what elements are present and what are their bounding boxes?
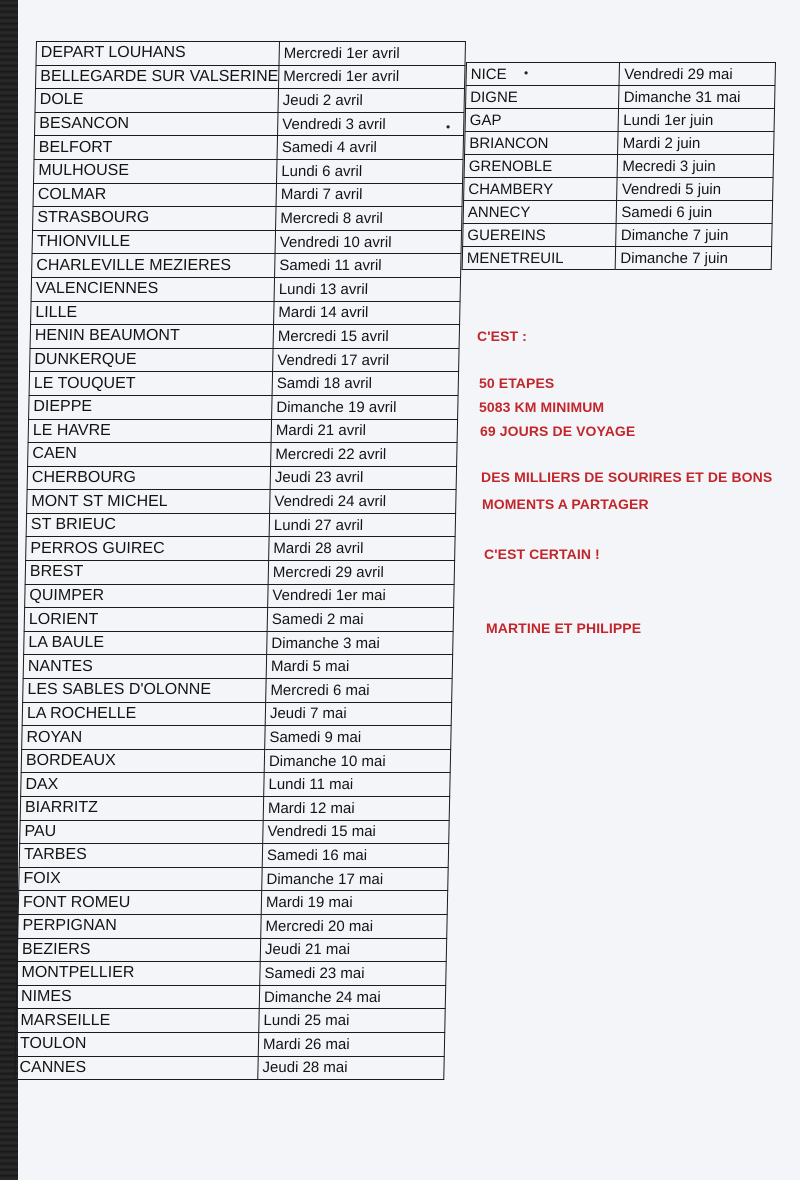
date-cell: Mercredi 1er avril — [279, 42, 465, 66]
schedule-row — [25, 561, 454, 585]
date-cell: Jeudi 23 avril — [270, 466, 456, 490]
date-cell: Mardi 2 juin — [618, 132, 774, 155]
city-cell: PAU — [20, 820, 264, 844]
city-cell: ANNECY — [463, 201, 617, 224]
date-cell: Samedi 6 juin — [617, 201, 773, 224]
note-distance: 5083 KM MINIMUM — [479, 399, 605, 415]
schedule-row — [35, 89, 464, 113]
city-cell: BESANCON — [35, 112, 279, 136]
date-cell: Jeudi 7 mai — [265, 702, 451, 726]
date-cell: Lundi 11 mai — [264, 773, 450, 797]
schedule-row — [17, 938, 446, 962]
city-cell: BEZIERS — [17, 938, 261, 962]
date-cell: Samedi 4 avril — [277, 136, 463, 160]
city-cell: MULHOUSE — [34, 159, 278, 183]
schedule-row — [22, 726, 451, 750]
city-cell: COLMAR — [33, 183, 277, 207]
city-cell: ROYAN — [22, 726, 266, 750]
note-heading: C'EST : — [477, 328, 527, 344]
city-cell: LE TOUQUET — [29, 372, 273, 396]
city-cell: BIARRITZ — [20, 797, 264, 821]
date-cell: Vendredi 24 avril — [270, 490, 456, 514]
side-schedule-table — [462, 62, 776, 270]
note-smiles-line2: MOMENTS A PARTAGER — [482, 496, 649, 512]
schedule-row — [16, 1009, 445, 1033]
city-cell: TARBES — [19, 844, 263, 868]
city-cell: PERPIGNAN — [18, 914, 262, 938]
date-cell: Mercredi 20 mai — [261, 914, 447, 938]
date-cell: Dimanche 31 mai — [619, 86, 775, 109]
stray-dot: • — [446, 120, 451, 134]
date-cell: Samdi 18 avril — [272, 372, 458, 396]
schedule-row — [32, 254, 461, 278]
date-cell: Lundi 25 mai — [259, 1009, 445, 1033]
date-cell: Mecredi 3 juin — [618, 155, 774, 178]
date-cell: Mardi 12 mai — [263, 797, 449, 821]
schedule-row — [36, 42, 465, 66]
date-cell: Mardi 7 avril — [276, 183, 462, 207]
schedule-row — [465, 109, 774, 132]
date-cell: Vendredi 29 mai — [619, 63, 775, 86]
note-stages: 50 ETAPES — [479, 375, 555, 391]
schedule-row — [26, 537, 455, 561]
date-cell: Samedi 16 mai — [262, 844, 448, 868]
city-cell: PERROS GUIREC — [26, 537, 270, 561]
date-cell: Mardi 28 avril — [269, 537, 455, 561]
city-cell: LA ROCHELLE — [22, 702, 266, 726]
schedule-row — [23, 655, 452, 679]
city-cell: BORDEAUX — [21, 749, 265, 773]
city-cell: MENETREUIL — [462, 247, 616, 270]
city-cell: DEPART LOUHANS — [36, 42, 280, 66]
schedule-row — [28, 443, 457, 467]
note-smiles-line1: DES MILLIERS DE SOURIRES ET DE BONS — [481, 469, 773, 485]
city-cell: MONTPELLIER — [17, 962, 261, 986]
city-cell: GAP — [465, 109, 619, 132]
city-cell: DOLE — [35, 89, 279, 113]
schedule-row — [19, 867, 448, 891]
city-cell: CHARLEVILLE MEZIERES — [32, 254, 276, 278]
date-cell: Lundi 27 avril — [269, 513, 455, 537]
schedule-row — [31, 277, 460, 301]
city-cell: CAEN — [28, 443, 272, 467]
date-cell: Mercredi 1er avril — [279, 65, 465, 89]
schedule-row — [36, 65, 465, 89]
schedule-row — [465, 132, 774, 155]
city-cell: QUIMPER — [25, 584, 269, 608]
city-cell: NICE — [466, 63, 620, 86]
date-cell: Dimanche 17 mai — [262, 867, 448, 891]
main-schedule-body — [15, 42, 466, 1080]
date-cell: Lundi 1er juin — [619, 109, 775, 132]
city-cell: BELLEGARDE SUR VALSERINE — [36, 65, 280, 89]
city-cell: CHERBOURG — [27, 466, 271, 490]
date-cell: Mercredi 8 avril — [276, 207, 462, 231]
city-cell: MONT ST MICHEL — [27, 490, 271, 514]
city-cell: BELFORT — [34, 136, 278, 160]
city-cell: DAX — [21, 773, 265, 797]
date-cell: Dimanche 24 mai — [259, 985, 445, 1009]
schedule-row — [463, 201, 772, 224]
schedule-row — [22, 702, 451, 726]
schedule-row — [20, 797, 449, 821]
schedule-row — [15, 1056, 444, 1080]
city-cell: VALENCIENNES — [31, 277, 275, 301]
schedule-row — [466, 86, 775, 109]
city-cell: LILLE — [31, 301, 275, 325]
city-cell: THIONVILLE — [32, 230, 276, 254]
date-cell: Vendredi 17 avril — [273, 348, 459, 372]
city-cell: MARSEILLE — [16, 1009, 260, 1033]
city-cell: LA BAULE — [24, 631, 268, 655]
schedule-row — [15, 1032, 444, 1056]
city-cell: DUNKERQUE — [30, 348, 274, 372]
schedule-row — [466, 63, 775, 86]
date-cell: Vendredi 1er mai — [268, 584, 454, 608]
schedule-row — [21, 749, 450, 773]
schedule-row — [34, 136, 463, 160]
city-cell: CHAMBERY — [464, 178, 618, 201]
date-cell: Samedi 23 mai — [260, 962, 446, 986]
city-cell: ST BRIEUC — [26, 513, 270, 537]
schedule-row — [462, 247, 771, 270]
date-cell: Vendredi 5 juin — [617, 178, 773, 201]
date-cell: Mercredi 22 avril — [271, 443, 457, 467]
city-cell: NIMES — [16, 985, 260, 1009]
date-cell: Samedi 2 mai — [267, 608, 453, 632]
schedule-row — [19, 844, 448, 868]
city-cell: DIEPPE — [29, 395, 273, 419]
schedule-row — [16, 985, 445, 1009]
date-cell: Samedi 11 avril — [275, 254, 461, 278]
date-cell: Dimanche 7 juin — [616, 224, 772, 247]
date-cell: Dimanche 19 avril — [272, 395, 458, 419]
side-schedule-body — [462, 63, 775, 270]
city-cell: GUEREINS — [463, 224, 617, 247]
schedule-row — [35, 112, 464, 136]
stray-dot: • — [524, 66, 529, 80]
schedule-row — [29, 372, 458, 396]
date-cell: Jeudi 28 mai — [258, 1056, 444, 1080]
schedule-row — [463, 224, 772, 247]
schedule-row — [31, 301, 460, 325]
date-cell: Mercredi 29 avril — [268, 561, 454, 585]
schedule-row — [18, 914, 447, 938]
schedule-row — [28, 419, 457, 443]
schedule-row — [17, 962, 446, 986]
date-cell: Mardi 14 avril — [274, 301, 460, 325]
date-cell: Mardi 19 mai — [261, 891, 447, 915]
schedule-row — [24, 631, 453, 655]
date-cell: Dimanche 3 mai — [267, 631, 453, 655]
city-cell: CANNES — [15, 1056, 259, 1080]
schedule-row — [30, 348, 459, 372]
note-certain: C'EST CERTAIN ! — [484, 546, 600, 562]
date-cell: Dimanche 10 mai — [264, 749, 450, 773]
city-cell: DIGNE — [466, 86, 620, 109]
date-cell: Mardi 5 mai — [266, 655, 452, 679]
city-cell: TOULON — [15, 1032, 259, 1056]
schedule-row — [21, 773, 450, 797]
date-cell: Jeudi 21 mai — [260, 938, 446, 962]
city-cell: LES SABLES D'OLONNE — [23, 679, 267, 703]
schedule-row — [23, 679, 452, 703]
city-cell: STRASBOURG — [33, 207, 277, 231]
city-cell: GRENOBLE — [464, 155, 618, 178]
date-cell: Lundi 13 avril — [274, 277, 460, 301]
date-cell: Jeudi 2 avril — [278, 89, 464, 113]
schedule-row — [18, 891, 447, 915]
date-cell: Mardi 26 mai — [258, 1032, 444, 1056]
date-cell: Mercredi 15 avril — [273, 325, 459, 349]
schedule-row — [464, 155, 773, 178]
city-cell: BREST — [25, 561, 269, 585]
date-cell: Lundi 6 avril — [277, 159, 463, 183]
city-cell: LORIENT — [24, 608, 268, 632]
schedule-row — [30, 325, 459, 349]
schedule-row — [34, 159, 463, 183]
date-cell: Vendredi 10 avril — [275, 230, 461, 254]
city-cell: FONT ROMEU — [18, 891, 262, 915]
date-cell: Dimanche 7 juin — [616, 247, 772, 270]
date-cell: Mardi 21 avril — [271, 419, 457, 443]
city-cell: HENIN BEAUMONT — [30, 325, 274, 349]
schedule-row — [33, 207, 462, 231]
note-signature: MARTINE ET PHILIPPE — [486, 620, 642, 636]
schedule-row — [27, 490, 456, 514]
city-cell: LE HAVRE — [28, 419, 272, 443]
date-cell: Vendredi 15 mai — [263, 820, 449, 844]
main-schedule-table — [14, 41, 466, 1080]
schedule-row — [464, 178, 773, 201]
schedule-row — [25, 584, 454, 608]
schedule-row — [26, 513, 455, 537]
city-cell: FOIX — [19, 867, 263, 891]
city-cell: BRIANCON — [465, 132, 619, 155]
date-cell: Vendredi 3 avril — [278, 112, 464, 136]
schedule-row — [29, 395, 458, 419]
schedule-row — [33, 183, 462, 207]
schedule-row — [32, 230, 461, 254]
note-days: 69 JOURS DE VOYAGE — [480, 423, 636, 439]
schedule-row — [24, 608, 453, 632]
city-cell: NANTES — [23, 655, 267, 679]
schedule-row — [20, 820, 449, 844]
date-cell: Samedi 9 mai — [265, 726, 451, 750]
date-cell: Mercredi 6 mai — [266, 679, 452, 703]
schedule-row — [27, 466, 456, 490]
